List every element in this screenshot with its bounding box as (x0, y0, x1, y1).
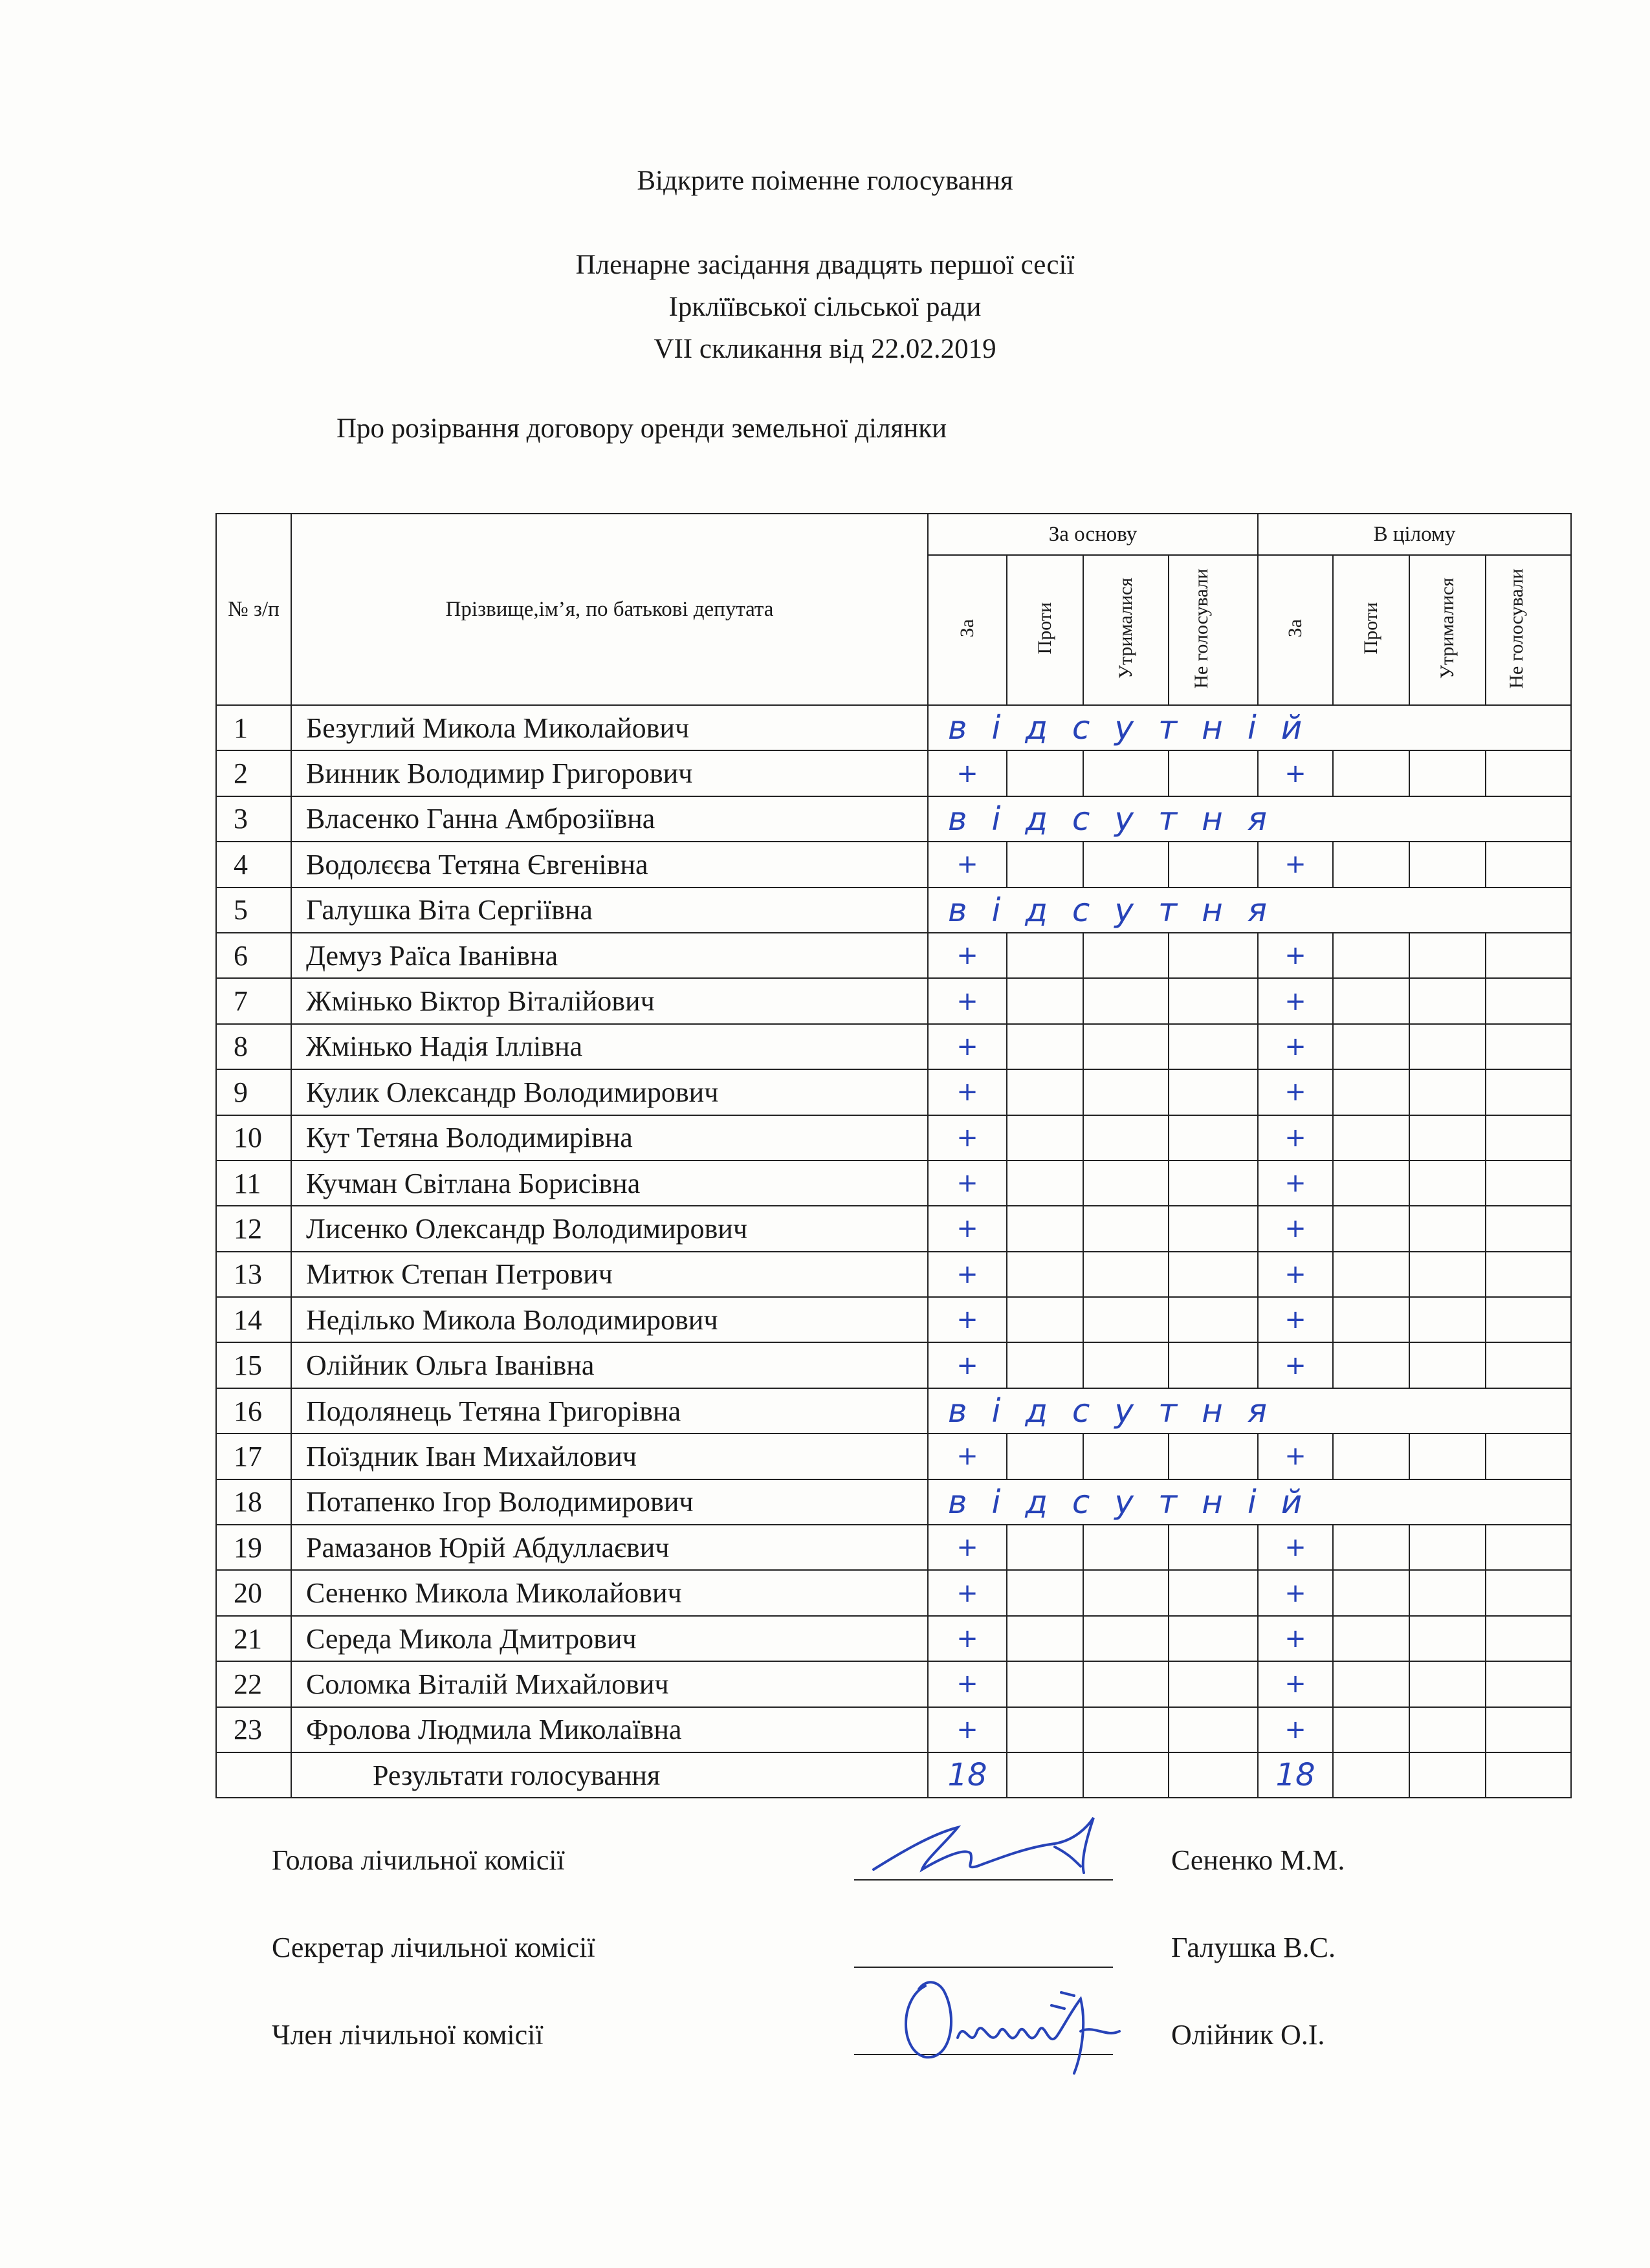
absent-note: відсутній (928, 705, 1571, 750)
vote-not-voted-whole (1486, 1206, 1571, 1251)
deputy-name: Власенко Ганна Амброзіївна (291, 796, 928, 842)
vote-for-basis: + (928, 1297, 1007, 1342)
vote-against-whole (1333, 1570, 1409, 1615)
vote-for-basis: + (928, 1616, 1007, 1661)
vote-for-whole: + (1258, 1252, 1333, 1297)
vote-not-voted-whole (1486, 1161, 1571, 1206)
table-row (216, 1570, 1571, 1615)
table-row (216, 1342, 1571, 1388)
vote-against-whole (1333, 1616, 1409, 1661)
vote-abstained-basis (1083, 978, 1169, 1023)
vote-against-basis (1007, 1707, 1083, 1752)
vote-for-whole: + (1258, 750, 1333, 796)
session-line-2: Ірклїївської сільської ради (668, 292, 982, 322)
signature-person: Сененко М.М. (1171, 1844, 1345, 1876)
row-number: 21 (216, 1616, 291, 1661)
row-number: 10 (216, 1115, 291, 1161)
row-number: 8 (216, 1024, 291, 1069)
deputy-name: Соломка Віталій Михайлович (291, 1661, 928, 1706)
vote-abstained-basis (1083, 1661, 1169, 1706)
vote-abstained-basis (1083, 1342, 1169, 1388)
vote-for-basis: + (928, 1206, 1007, 1251)
vote-against-whole (1333, 978, 1409, 1023)
table-row (216, 1661, 1571, 1706)
row-number: 16 (216, 1388, 291, 1434)
vote-against-whole (1333, 1252, 1409, 1297)
table-row (216, 1161, 1571, 1206)
vote-abstained-basis (1083, 933, 1169, 978)
vote-abstained-basis (1083, 1525, 1169, 1570)
vote-abstained-whole (1409, 1707, 1486, 1752)
deputy-name: Лисенко Олександр Володимирович (291, 1206, 928, 1251)
vote-for-whole: + (1258, 978, 1333, 1023)
vote-not-voted-whole (1486, 1342, 1571, 1388)
vote-abstained-basis (1083, 1069, 1169, 1115)
vote-abstained-whole (1409, 1570, 1486, 1615)
vote-abstained-basis (1083, 1570, 1169, 1615)
vote-not-voted-whole (1486, 842, 1571, 887)
vote-for-basis: + (928, 842, 1007, 887)
vote-against-whole (1333, 1525, 1409, 1570)
vote-against-basis (1007, 1297, 1083, 1342)
vote-not-voted-basis (1169, 1161, 1258, 1206)
vote-abstained-basis (1083, 1115, 1169, 1161)
vote-against-basis (1007, 842, 1083, 887)
vote-for-basis: + (928, 1024, 1007, 1069)
vote-not-voted-basis (1169, 933, 1258, 978)
signature-role: Член лічильної комісії (272, 2019, 544, 2051)
vote-against-basis (1007, 1434, 1083, 1479)
vote-not-voted-basis (1169, 1661, 1258, 1706)
vote-abstained-whole (1409, 1525, 1486, 1570)
vote-against-basis (1007, 1616, 1083, 1661)
vote-not-voted-whole (1486, 1434, 1571, 1479)
table-row (216, 933, 1571, 978)
vote-not-voted-basis (1169, 1707, 1258, 1752)
vote-for-whole: + (1258, 933, 1333, 978)
table-row (216, 888, 1571, 933)
deputy-name: Поїздник Іван Михайлович (291, 1434, 928, 1479)
vote-abstained-whole (1409, 1342, 1486, 1388)
deputy-name: Фролова Людмила Миколаївна (291, 1707, 928, 1752)
header-against-1: Проти (1007, 555, 1083, 705)
vote-for-whole: + (1258, 842, 1333, 887)
vote-abstained-whole (1409, 933, 1486, 978)
vote-abstained-whole (1409, 978, 1486, 1023)
deputy-name: Олійник Ольга Іванівна (291, 1342, 928, 1388)
row-number: 11 (216, 1161, 291, 1206)
vote-abstained-whole (1409, 1252, 1486, 1297)
vote-against-basis (1007, 1342, 1083, 1388)
vote-for-whole: + (1258, 1342, 1333, 1388)
vote-against-basis (1007, 1069, 1083, 1115)
vote-not-voted-basis (1169, 1570, 1258, 1615)
deputy-name: Безуглий Микола Миколайович (291, 705, 928, 750)
vote-abstained-whole (1409, 1024, 1486, 1069)
vote-not-voted-basis (1169, 1252, 1258, 1297)
row-number: 13 (216, 1252, 291, 1297)
vote-abstained-whole (1409, 1069, 1486, 1115)
row-number: 19 (216, 1525, 291, 1570)
vote-against-whole (1333, 1024, 1409, 1069)
vote-not-voted-whole (1486, 1069, 1571, 1115)
vote-not-voted-basis (1169, 1069, 1258, 1115)
row-number: 17 (216, 1434, 291, 1479)
results-for-whole: 18 (1258, 1752, 1333, 1798)
vote-for-basis: + (928, 933, 1007, 978)
header-name: Прізвище,ім’я, по батькові депутата (291, 514, 928, 705)
vote-for-whole: + (1258, 1206, 1333, 1251)
vote-against-whole (1333, 1069, 1409, 1115)
vote-not-voted-whole (1486, 1616, 1571, 1661)
vote-for-basis: + (928, 1707, 1007, 1752)
vote-abstained-basis (1083, 750, 1169, 796)
vote-not-voted-whole (1486, 933, 1571, 978)
vote-not-voted-basis (1169, 1525, 1258, 1570)
header-not-voted-2: Не голосували (1486, 555, 1571, 705)
vote-for-whole: + (1258, 1069, 1333, 1115)
header-not-voted-1: Не голосували (1169, 555, 1258, 705)
table-row (216, 1297, 1571, 1342)
header-abstained-2: Утрималися (1409, 555, 1486, 705)
deputy-name: Кулик Олександр Володимирович (291, 1069, 928, 1115)
vote-not-voted-whole (1486, 1297, 1571, 1342)
vote-not-voted-whole (1486, 1661, 1571, 1706)
vote-abstained-whole (1409, 1115, 1486, 1161)
table-row (216, 1479, 1571, 1525)
vote-for-whole: + (1258, 1297, 1333, 1342)
table-row (216, 750, 1571, 796)
vote-for-whole: + (1258, 1525, 1333, 1570)
vote-abstained-basis (1083, 1616, 1169, 1661)
vote-for-basis: + (928, 978, 1007, 1023)
header-against-2: Проти (1333, 555, 1409, 705)
vote-abstained-whole (1409, 842, 1486, 887)
deputy-name: Кучман Світлана Борисівна (291, 1161, 928, 1206)
vote-against-whole (1333, 1707, 1409, 1752)
vote-against-whole (1333, 1342, 1409, 1388)
vote-for-whole: + (1258, 1707, 1333, 1752)
vote-abstained-basis (1083, 842, 1169, 887)
vote-not-voted-whole (1486, 978, 1571, 1023)
vote-not-voted-whole (1486, 1525, 1571, 1570)
table-row (216, 978, 1571, 1023)
table-row (216, 1525, 1571, 1570)
row-number: 6 (216, 933, 291, 978)
vote-for-whole: + (1258, 1616, 1333, 1661)
row-number: 15 (216, 1342, 291, 1388)
vote-abstained-basis (1083, 1161, 1169, 1206)
table-row (216, 1024, 1571, 1069)
table-row (216, 1388, 1571, 1434)
vote-against-whole (1333, 1434, 1409, 1479)
document-title: Відкрите поіменне голосування (637, 166, 1013, 196)
vote-against-whole (1333, 842, 1409, 887)
row-number: 2 (216, 750, 291, 796)
table-row (216, 1434, 1571, 1479)
vote-not-voted-basis (1169, 1342, 1258, 1388)
vote-against-basis (1007, 1024, 1083, 1069)
vote-against-basis (1007, 750, 1083, 796)
vote-against-basis (1007, 1252, 1083, 1297)
vote-not-voted-basis (1169, 1206, 1258, 1251)
vote-abstained-whole (1409, 1206, 1486, 1251)
handwritten-signature-icon (886, 1960, 1158, 2083)
header-group-whole: В цілому (1258, 514, 1571, 555)
vote-for-basis: + (928, 1115, 1007, 1161)
vote-not-voted-basis (1169, 1434, 1258, 1479)
vote-for-whole: + (1258, 1161, 1333, 1206)
table-row (216, 1707, 1571, 1752)
vote-not-voted-basis (1169, 1616, 1258, 1661)
header-group-basis: За основу (928, 514, 1258, 555)
row-number: 4 (216, 842, 291, 887)
vote-for-whole: + (1258, 1570, 1333, 1615)
vote-not-voted-whole (1486, 1115, 1571, 1161)
header-abstained-1: Утрималися (1083, 555, 1169, 705)
deputy-name: Жмінько Віктор Віталійович (291, 978, 928, 1023)
absent-note: відсутня (928, 1388, 1571, 1434)
vote-for-basis: + (928, 1252, 1007, 1297)
vote-abstained-basis (1083, 1024, 1169, 1069)
deputy-name: Винник Володимир Григорович (291, 750, 928, 796)
header-for-2: За (1258, 555, 1333, 705)
vote-not-voted-basis (1169, 1024, 1258, 1069)
vote-not-voted-basis (1169, 978, 1258, 1023)
vote-against-basis (1007, 933, 1083, 978)
signature-role: Секретар лічильної комісії (272, 1932, 595, 1963)
row-number: 5 (216, 888, 291, 933)
vote-abstained-whole (1409, 750, 1486, 796)
vote-not-voted-basis (1169, 750, 1258, 796)
row-number: 9 (216, 1069, 291, 1115)
vote-abstained-basis (1083, 1297, 1169, 1342)
vote-against-basis (1007, 1161, 1083, 1206)
vote-for-basis: + (928, 750, 1007, 796)
row-number: 18 (216, 1479, 291, 1525)
vote-abstained-whole (1409, 1297, 1486, 1342)
table-row (216, 1252, 1571, 1297)
signature-person: Галушка В.С. (1171, 1932, 1336, 1963)
vote-against-whole (1333, 933, 1409, 978)
deputy-name: Галушка Віта Сергіївна (291, 888, 928, 933)
table-row (216, 842, 1571, 887)
table-row (216, 705, 1571, 750)
vote-against-whole (1333, 1115, 1409, 1161)
results-for-basis: 18 (928, 1752, 1007, 1798)
vote-for-whole: + (1258, 1661, 1333, 1706)
header-number: № з/п (216, 514, 291, 705)
row-number: 20 (216, 1570, 291, 1615)
vote-for-basis: + (928, 1161, 1007, 1206)
table-row (216, 796, 1571, 842)
row-number: 12 (216, 1206, 291, 1251)
vote-against-basis (1007, 1525, 1083, 1570)
vote-not-voted-whole (1486, 750, 1571, 796)
vote-against-whole (1333, 1297, 1409, 1342)
signature-role: Голова лічильної комісії (272, 1844, 565, 1876)
vote-for-whole: + (1258, 1115, 1333, 1161)
table-row (216, 1115, 1571, 1161)
vote-not-voted-whole (1486, 1570, 1571, 1615)
vote-against-whole (1333, 1206, 1409, 1251)
row-number: 23 (216, 1707, 291, 1752)
vote-against-whole (1333, 1661, 1409, 1706)
deputy-name: Потапенко Ігор Володимирович (291, 1479, 928, 1525)
header-for-1: За (928, 555, 1007, 705)
deputy-name: Кут Тетяна Володимирівна (291, 1115, 928, 1161)
vote-abstained-whole (1409, 1661, 1486, 1706)
row-number: 22 (216, 1661, 291, 1706)
vote-against-whole (1333, 1161, 1409, 1206)
vote-for-basis: + (928, 1525, 1007, 1570)
voting-table (215, 513, 1572, 1798)
row-number: 3 (216, 796, 291, 842)
vote-abstained-whole (1409, 1434, 1486, 1479)
absent-note: відсутній (928, 1479, 1571, 1525)
vote-against-basis (1007, 1206, 1083, 1251)
session-line-1: Пленарне засідання двадцять першої сесії (575, 250, 1075, 280)
vote-abstained-whole (1409, 1161, 1486, 1206)
deputy-name: Митюк Степан Петрович (291, 1252, 928, 1297)
vote-not-voted-whole (1486, 1252, 1571, 1297)
vote-not-voted-basis (1169, 1297, 1258, 1342)
table-row (216, 1206, 1571, 1251)
results-label: Результати голосування (291, 1752, 928, 1798)
deputy-name: Подолянець Тетяна Григорівна (291, 1388, 928, 1434)
vote-against-basis (1007, 1661, 1083, 1706)
deputy-name: Жмінько Надія Іллівна (291, 1024, 928, 1069)
vote-against-basis (1007, 1115, 1083, 1161)
vote-for-whole: + (1258, 1434, 1333, 1479)
deputy-name: Неділько Микола Володимирович (291, 1297, 928, 1342)
session-line-3: VII скликання від 22.02.2019 (654, 334, 996, 364)
vote-for-basis: + (928, 1434, 1007, 1479)
signature-person: Олійник О.І. (1171, 2019, 1325, 2051)
vote-abstained-basis (1083, 1252, 1169, 1297)
results-row (216, 1752, 1571, 1798)
vote-for-basis: + (928, 1069, 1007, 1115)
table-row (216, 1616, 1571, 1661)
absent-note: відсутня (928, 888, 1571, 933)
vote-not-voted-basis (1169, 1115, 1258, 1161)
vote-for-whole: + (1258, 1024, 1333, 1069)
deputy-name: Середа Микола Дмитрович (291, 1616, 928, 1661)
vote-for-basis: + (928, 1661, 1007, 1706)
vote-for-basis: + (928, 1570, 1007, 1615)
table-row (216, 1069, 1571, 1115)
row-number: 14 (216, 1297, 291, 1342)
row-number: 1 (216, 705, 291, 750)
subject-line: Про розірвання договору оренди земельної ділянки (336, 413, 947, 444)
handwritten-signature-icon (861, 1808, 1132, 1886)
vote-abstained-basis (1083, 1707, 1169, 1752)
vote-not-voted-whole (1486, 1707, 1571, 1752)
vote-abstained-whole (1409, 1616, 1486, 1661)
vote-against-basis (1007, 978, 1083, 1023)
row-number: 7 (216, 978, 291, 1023)
deputy-name: Водолєєва Тетяна Євгенівна (291, 842, 928, 887)
absent-note: відсутня (928, 796, 1571, 842)
vote-against-whole (1333, 750, 1409, 796)
vote-for-basis: + (928, 1342, 1007, 1388)
vote-not-voted-basis (1169, 842, 1258, 887)
deputy-name: Рамазанов Юрій Абдуллаєвич (291, 1525, 928, 1570)
deputy-name: Демуз Раїса Іванівна (291, 933, 928, 978)
vote-not-voted-whole (1486, 1024, 1571, 1069)
vote-abstained-basis (1083, 1206, 1169, 1251)
deputy-name: Сененко Микола Миколайович (291, 1570, 928, 1615)
vote-against-basis (1007, 1570, 1083, 1615)
vote-abstained-basis (1083, 1434, 1169, 1479)
